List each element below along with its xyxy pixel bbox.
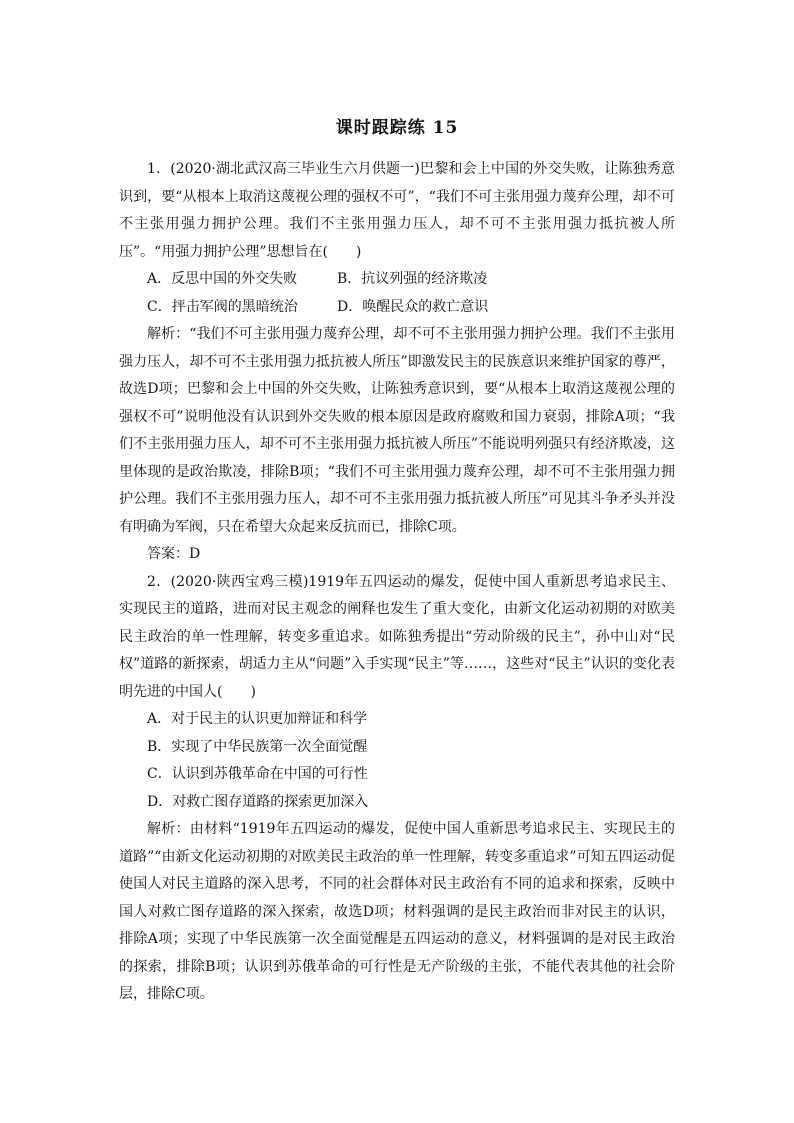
question-2-stem: 2．(2020·陕西宝鸡三模)1919年五四运动的爆发，促使中国人重新思考追求民主、实现民主的道路，进而对民主观念的阐释也发生了重大变化，由新文化运动初期的对欧美民主政治的单一性理解，转变多重追求。如陈独秀提出“劳动阶级的民主”，孙中山对“民权”道路的新探索，胡适力主从“问题”入手实现“民主”等……，这些对“民主”认识的变化表明先进的中国人( )	[119, 573, 675, 700]
option-c: C．认识到苏俄革命在中国的可行性	[147, 766, 368, 782]
question-1-options-row-2	[119, 294, 675, 322]
option-d: D．对救亡图存道路的探索更加深入	[147, 793, 369, 810]
question-2	[119, 569, 675, 1009]
option-b: B．实现了中华民族第一次全面觉醒	[147, 738, 368, 755]
question-1-analysis: 解析：“我们不可主张用强力蔑弃公理，却不可不主张用强力拥护公理。我们不主张用强力压人，却不可不主张用强力抵抗被人所压”即激发民主的民族意识来维护国家的尊严，故选D项；巴黎和会上中国的外交失败，让陈独秀意识到，要“从根本上取消这蔑视公理的强权不可”说明他没有认识到外交失败的根本原因是政府腐败和国力衰弱，排除A项；“我们不主张用强力压人，却不可不主张用强力抵抗被人所压”不能说明列强只有经济欺凌，这里体现的是政治欺凌，排除B项；“我们不可主张用强力蔑弃公理，却不可不主张用强力拥护公理。我们不主张用强力压人，却不可不主张用强力抵抗被人所压”可见其斗争矛头并没有明确为军阀，只在希望大众起来反抗而已，排除C项。	[119, 326, 675, 535]
page-title: 课时跟踪练 15	[335, 118, 459, 138]
question-1-answer: 答案：D	[147, 546, 201, 562]
question-1	[119, 156, 675, 569]
option-a: A．反思中国的外交失败	[147, 271, 298, 287]
question-1-stem: 1．(2020·湖北武汉高三毕业生六月供题一)巴黎和会上中国的外交失败，让陈独秀意识到，要“从根本上取消这蔑视公理的强权不可”，“我们不可主张用强力蔑弃公理，却不可不主张用强力拥护公理。我们不主张用强力压人，却不可不主张用强力抵抗被人所压”。“用强力拥护公理”思想旨在( )	[119, 161, 675, 260]
option-b: B．抗议列强的经济欺凌	[337, 271, 488, 287]
option-a: A．对于民主的认识更加辩证和科学	[147, 711, 368, 727]
question-2-analysis: 解析：由材料“1919年五四运动的爆发，促使中国人重新思考追求民主、实现民主的道路”“由新文化运动初期的对欧美民主政治的单一性理解，转变多重追求”可知五四运动促使国人对民主道路的深入思考，不同的社会群体对民主政治有不同的追求和探索，反映中国人对救亡图存道路的深入探索，故选D项；材料强调的是民主政治而非对民主的认识，排除A项；实现了中华民族第一次全面觉醒是五四运动的意义，材料强调的是对民主政治的探索，排除B项；认识到苏俄革命的可行性是无产阶级的主张，不能代表其他的社会阶层，排除C项。	[119, 821, 675, 1002]
option-c: C．抨击军阀的黑暗统治	[147, 298, 298, 315]
option-d: D．唤醒民众的救亡意识	[337, 298, 489, 315]
question-1-options-row-1	[119, 266, 675, 294]
